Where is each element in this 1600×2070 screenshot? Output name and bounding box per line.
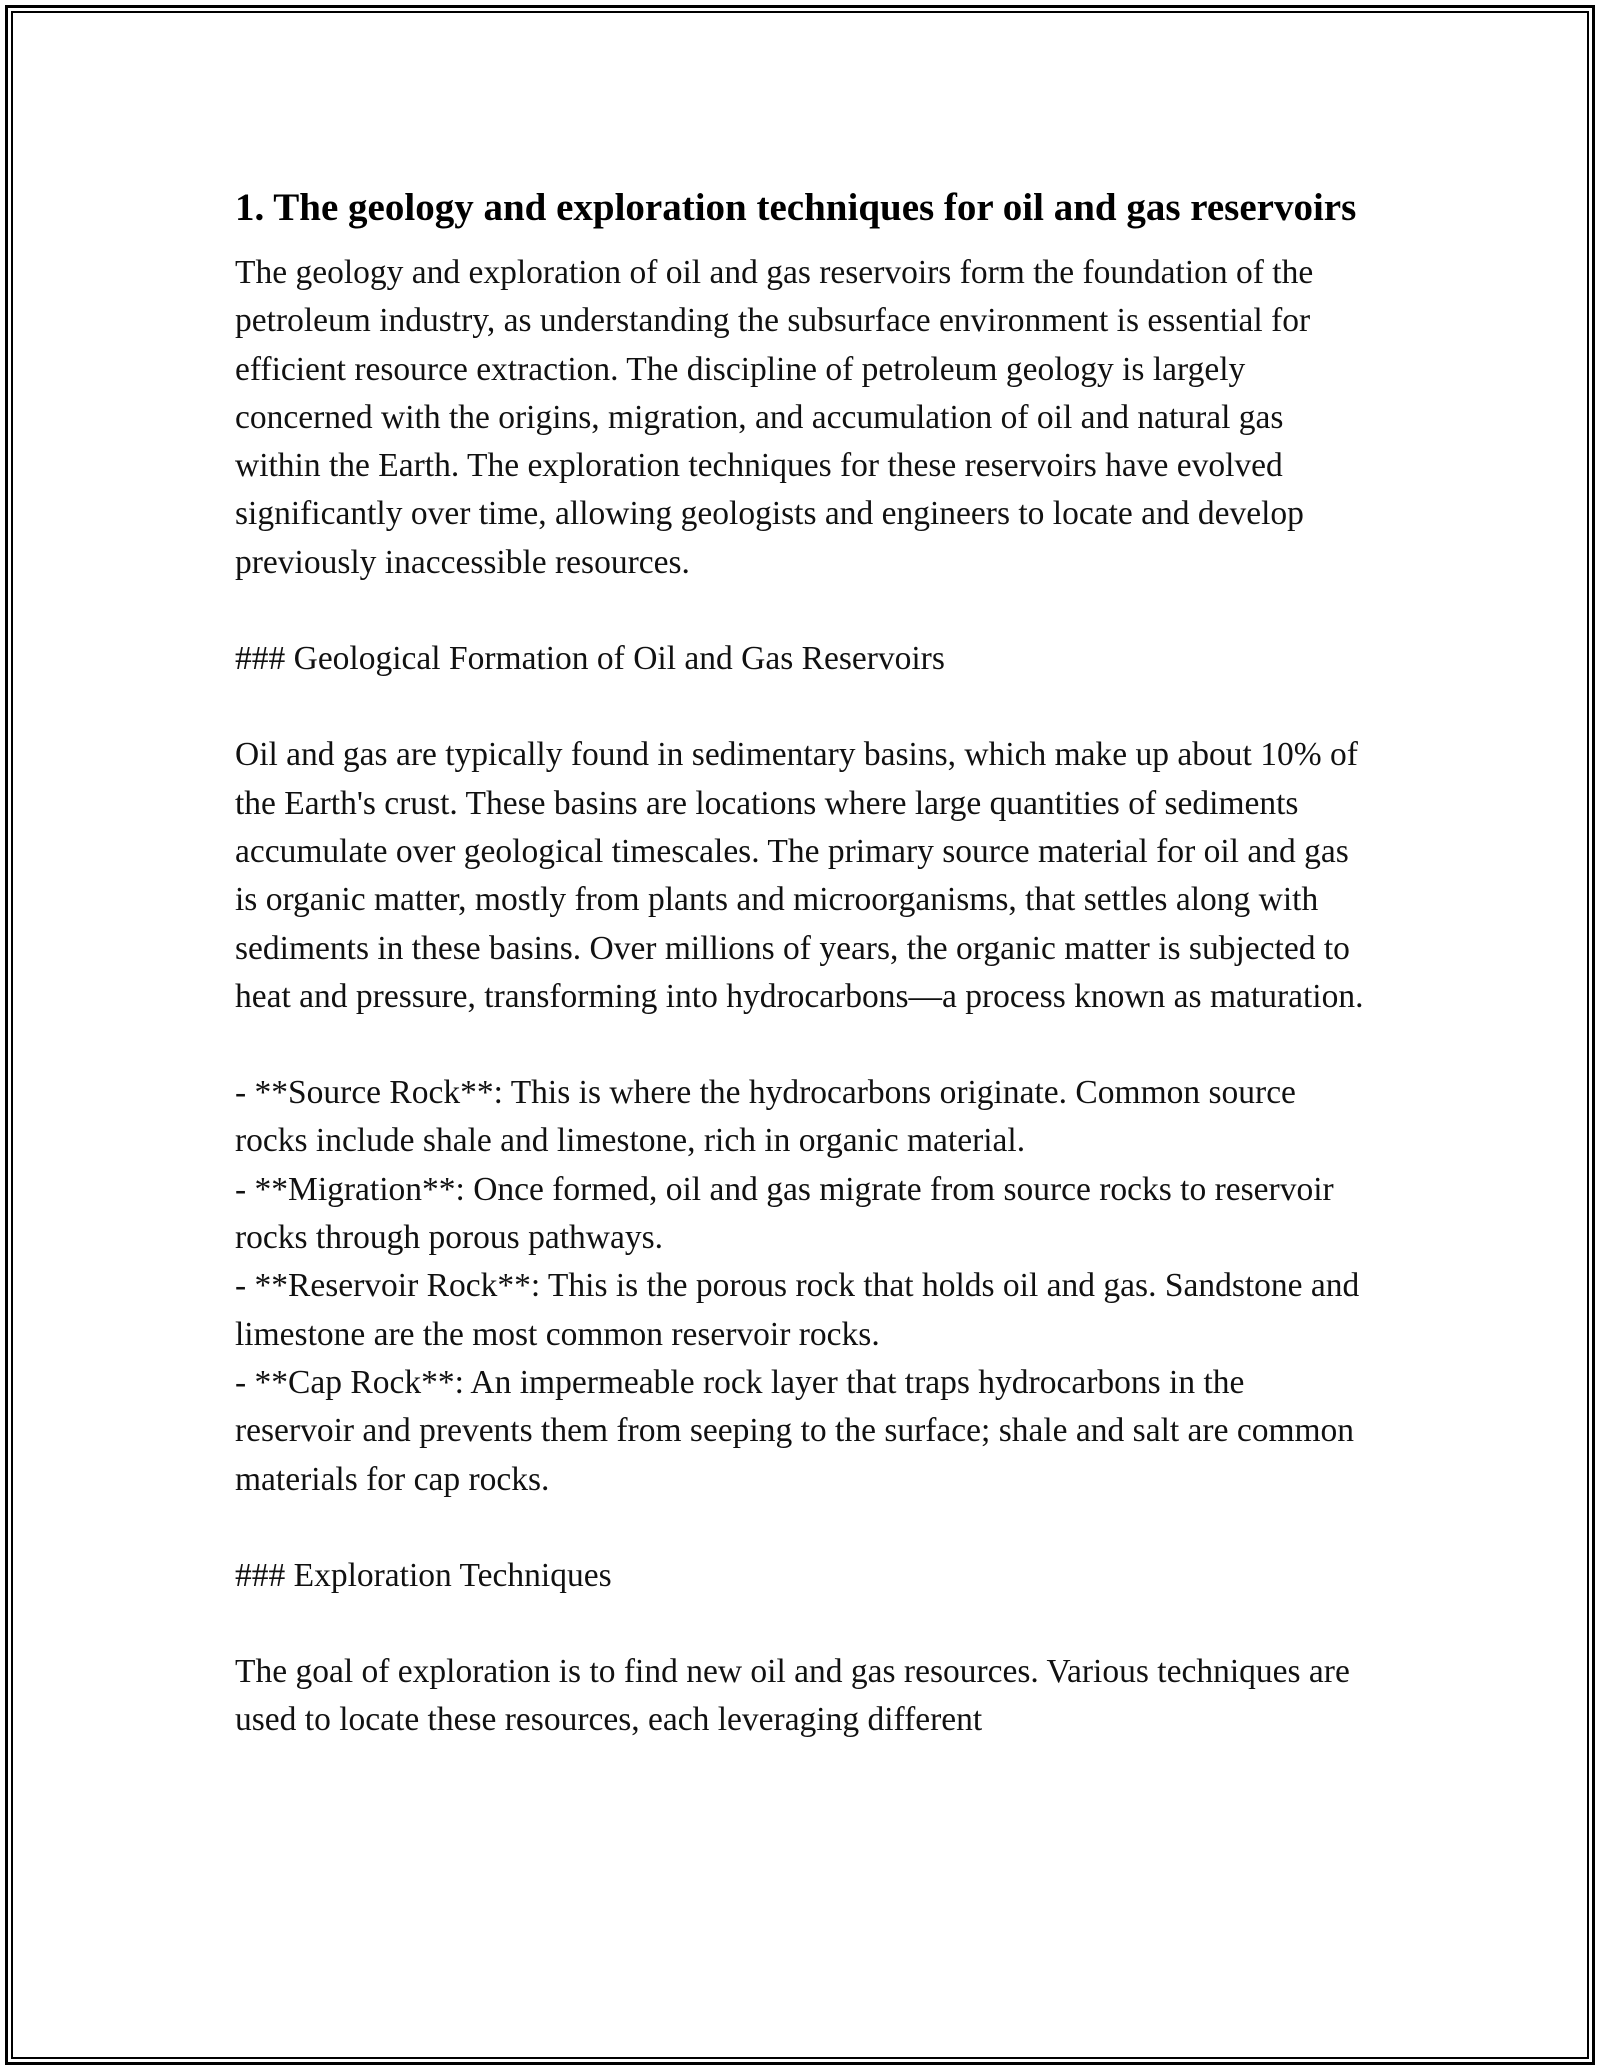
document-body [235, 180, 1370, 1745]
rock-types-list: - **Source Rock**: This is where the hydrocarbons originate. Common source rocks include shale and limestone, rich in organic material. - **Migration**: Once formed, oil and gas migrate from source rocks to reservoir rocks through porous pathways. - **Reservoir Rock**: This is the porous rock that holds oil and gas. Sandstone and limestone are the most common reservoir rocks. - **Cap Rock**: An impermeable rock layer that traps hydrocarbons in the reservoir and prevents them from seeping to the surface; shale and salt are common materials for cap rocks. [235, 1074, 1360, 1498]
geological-formation-paragraph: Oil and gas are typically found in sedimentary basins, which make up about 10% of the Earth's crust. These basins are locations where large quantities of sediments accumulate over geological timescales. The primary source material for oil and gas is organic matter, mostly from plants and microorganisms, that settles along with sediments in these basins. Over millions of years, the organic matter is subjected to heat and pressure, transforming into hydrocarbons—a process known as maturation. [235, 736, 1364, 1015]
exploration-paragraph: The goal of exploration is to find new oil and gas resources. Various techniques are used to locate these resources, each leveraging different [235, 1653, 1350, 1739]
section-heading-geological-formation: ### Geological Formation of Oil and Gas Reservoirs [235, 640, 945, 678]
intro-paragraph: The geology and exploration of oil and gas reservoirs form the foundation of the petroleum industry, as understanding the subsurface environment is essential for efficient resource extraction. The discipline of petroleum geology is largely concerned with the origins, migration, and accumulation of oil and natural gas within the Earth. The exploration techniques for these reservoirs have evolved significantly over time, allowing geologists and engineers to locate and develop previously inaccessible resources. [235, 254, 1314, 581]
document-title: 1. The geology and exploration techniques for oil and gas reservoirs [235, 186, 1357, 229]
section-heading-exploration-techniques: ### Exploration Techniques [235, 1556, 612, 1594]
